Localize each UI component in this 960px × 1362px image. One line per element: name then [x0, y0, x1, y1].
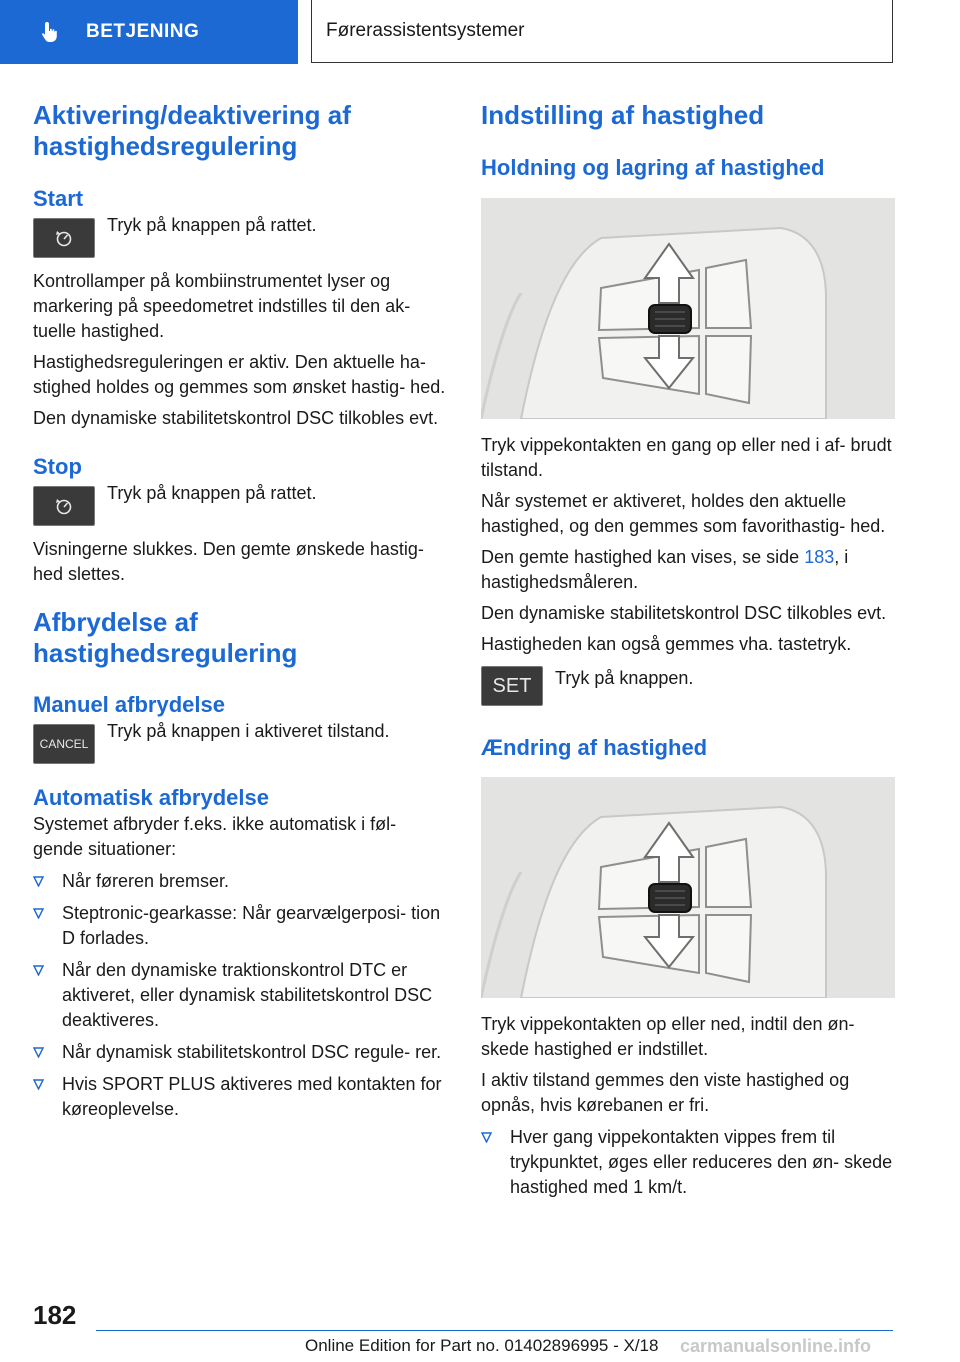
paragraph-lamps: Kontrollamper på kombiinstrumentet lyser og markering på speedometret indstilles til den ak- tuelle hastighed.: [33, 271, 411, 341]
paragraph-active: Hastighedsreguleringen er aktiv. Den aktuelle ha- stighed holdes og gemmes som ønsket hastig- hed.: [33, 352, 446, 397]
start-instruction: Tryk på knappen på rattet.: [107, 215, 317, 235]
heading-activation: Aktivering/deaktivering af hastighedsregulering: [33, 100, 351, 161]
heading-hold-speed: Holdning og lagring af hastighed: [481, 155, 825, 180]
paragraph-auto-intro: Systemet afbryder f.eks. ikke automatisk i føl- gende situationer:: [33, 814, 397, 859]
list-item: Hvis SPORT PLUS aktiveres med kontakten for køreoplevelse.: [33, 1072, 448, 1122]
footer-divider: [96, 1330, 893, 1331]
paragraph-saved-speed: Den gemte hastighed kan vises, se side 183, i hastighedsmåleren.: [481, 547, 849, 592]
section-header: [311, 0, 893, 63]
watermark: carmanualsonline.info: [680, 1336, 872, 1356]
steering-wheel-rocker-photo: [481, 777, 895, 998]
cruise-control-button-image: [33, 218, 95, 258]
stop-instruction: Tryk på knappen på rattet.: [107, 483, 317, 503]
triangle-bullet-icon: [33, 1047, 44, 1058]
heading-manual: Manuel afbrydelse: [33, 692, 225, 717]
left-column: [33, 100, 448, 1122]
heading-start: Start: [33, 186, 84, 211]
cancel-button-image: CANCEL: [33, 724, 95, 764]
chapter-label: BETJENING: [86, 21, 200, 42]
page-link-183[interactable]: 183: [804, 547, 835, 567]
right-column: [481, 100, 895, 1200]
triangle-bullet-icon: [33, 876, 44, 887]
triangle-bullet-icon: [33, 965, 44, 976]
section-title: Førerassistentsystemer: [326, 20, 525, 41]
page-number: 182: [33, 1300, 77, 1330]
heading-set-speed: Indstilling af hastighed: [481, 100, 765, 130]
triangle-bullet-icon: [481, 1132, 492, 1143]
paragraph-system-active: Når systemet er aktiveret, holdes den aktuelle hastighed, og den gemmes som favorithastig- hed.: [481, 491, 886, 536]
paragraph-active-state: I aktiv tilstand gemmes den viste hastighed og opnås, hvis kørebanen er fri.: [481, 1070, 850, 1115]
list-item: Hver gang vippekontakten vippes frem til trykpunktet, øges eller reduceres den øn- skede hastighed med 1 km/t.: [481, 1125, 895, 1200]
heading-change-speed: Ændring af hastighed: [481, 735, 708, 760]
list-item: Når føreren bremser.: [33, 869, 448, 894]
paragraph-tap-until: Tryk vippekontakten op eller ned, indtil den øn- skede hastighed er indstillet.: [481, 1014, 855, 1059]
triangle-bullet-icon: [33, 908, 44, 919]
set-instruction: Tryk på knappen.: [555, 668, 694, 688]
paragraph-key-press: Hastigheden kan også gemmes vha. tastetryk.: [481, 634, 852, 654]
edition-note: Online Edition for Part no. 01402896995 - X/18: [305, 1336, 659, 1355]
list-item: Når den dynamiske traktionskontrol DTC er aktiveret, eller dynamisk stabilitetskontrol DSC deaktiveres.: [33, 958, 448, 1033]
speedometer-arrow-icon: [51, 496, 77, 516]
cancel-instruction: Tryk på knappen i aktiveret tilstand.: [107, 721, 390, 741]
heading-automatic: Automatisk afbrydelse: [33, 785, 269, 810]
hand-icon: [38, 20, 62, 44]
list-item: Når dynamisk stabilitetskontrol DSC regule- rer.: [33, 1040, 448, 1065]
speedometer-arrow-icon: [51, 228, 77, 248]
chapter-tab: [0, 0, 298, 64]
list-item: Steptronic-gearkasse: Når gearvælgerposi- tion D forlades.: [33, 901, 448, 951]
set-button-image: SET: [481, 666, 543, 706]
cruise-control-button-image: [33, 486, 95, 526]
steering-wheel-rocker-photo: [481, 198, 895, 419]
paragraph-dsc-right: Den dynamiske stabilitetskontrol DSC tilkobles evt.: [481, 603, 887, 623]
start-button-row: [33, 213, 448, 258]
paragraph-tap-rocker: Tryk vippekontakten en gang op eller ned i af- brudt tilstand.: [481, 435, 892, 480]
cancel-button-row: [33, 719, 448, 764]
auto-interrupt-list: [33, 869, 448, 1122]
set-button-row: [481, 666, 895, 706]
stop-button-row: [33, 481, 448, 526]
heading-interrupt: Afbrydelse af hastighedsregulering: [33, 607, 298, 668]
triangle-bullet-icon: [33, 1079, 44, 1090]
paragraph-dsc: Den dynamiske stabilitetskontrol DSC tilkobles evt.: [33, 408, 439, 428]
heading-stop: Stop: [33, 454, 82, 479]
change-speed-list: [481, 1125, 895, 1200]
paragraph-display-off: Visningerne slukkes. Den gemte ønskede hastig- hed slettes.: [33, 539, 424, 584]
